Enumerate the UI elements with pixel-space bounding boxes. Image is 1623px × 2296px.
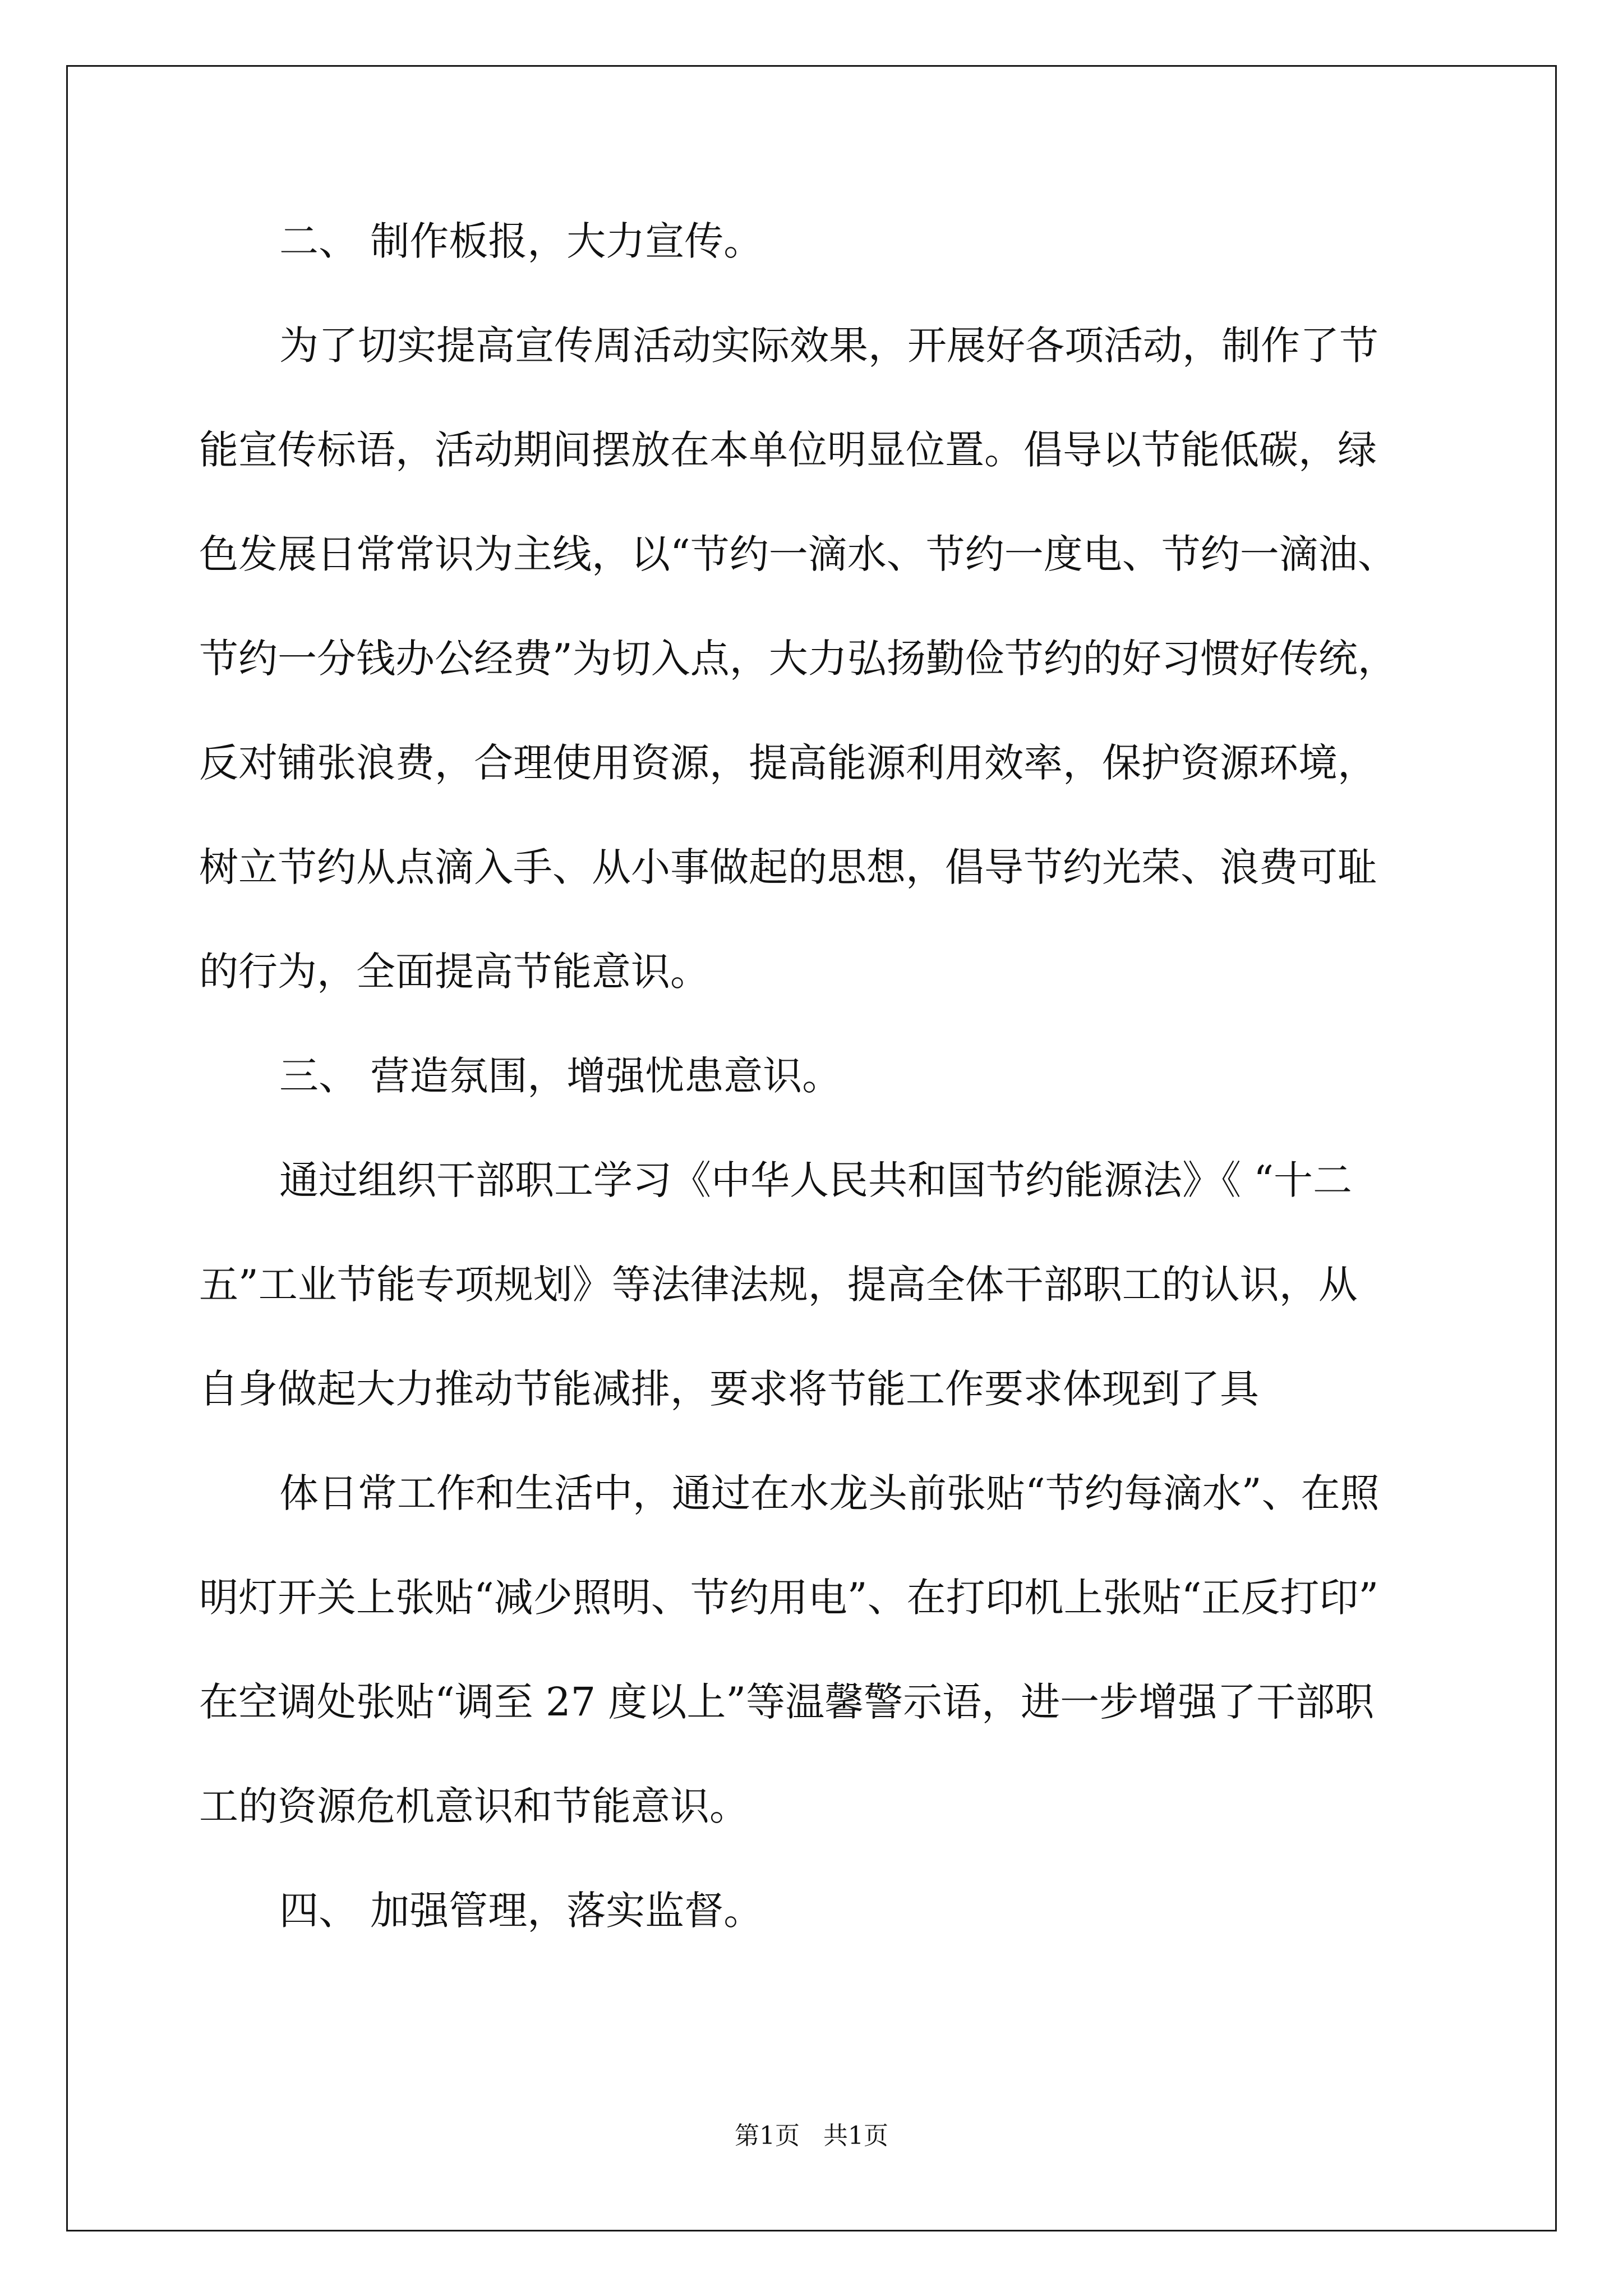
paragraph-line: 反对铺张浪费，合理使用资源，提高能源利用效率，保护资源环境， [199, 740, 1377, 786]
paragraph-line: 自身做起大力推动节能减排，要求将节能工作要求体现到了具 [199, 1366, 1259, 1412]
paragraph-line: 树立节约从点滴入手、从小事做起的思想，倡导节约光荣、浪费可耻 [199, 844, 1377, 890]
paragraph-line: 的行为，全面提高节能意识。 [199, 949, 709, 995]
paragraph-line: 节约一分钱办公经费”为切入点，大力弘扬勤俭节约的好习惯好传统， [199, 636, 1397, 682]
document-body [199, 213, 1433, 1987]
section-heading-2: 二、 制作板报，大力宣传。 [279, 218, 763, 264]
paragraph-line: 工的资源危机意识和节能意识。 [199, 1783, 749, 1829]
paragraph-line: 色发展日常常识为主线，以“节约一滴水、节约一度电、节约一滴油、 [199, 531, 1397, 577]
paragraph-line: 明灯开关上张贴“减少照明、节约用电”、在打印机上张贴“正反打印” [199, 1575, 1379, 1621]
paragraph-line: 体日常工作和生活中，通过在水龙头前张贴“节约每滴水”、在照 [279, 1470, 1380, 1516]
page-footer: 第1页 共1页 [735, 2122, 888, 2150]
paragraph-line: 为了切实提高宣传周活动实际效果，开展好各项活动，制作了节 [279, 323, 1378, 369]
section-heading-3: 三、 营造氛围，增强忧患意识。 [279, 1053, 842, 1099]
paragraph-line: 通过组织干部职工学习《中华人民共和国节约能源法》《 “十二 [279, 1157, 1353, 1203]
paragraph-line: 能宣传标语，活动期间摆放在本单位明显位置。倡导以节能低碳，绿 [199, 427, 1377, 473]
paragraph-line: 五”工业节能专项规划》等法律法规，提高全体干部职工的认识，从 [199, 1262, 1358, 1308]
paragraph-line: 在空调处张贴“调至 27 度以上”等温馨警示语，进一步增强了干部职 [199, 1679, 1375, 1725]
section-heading-4: 四、 加强管理，落实监督。 [279, 1888, 763, 1934]
